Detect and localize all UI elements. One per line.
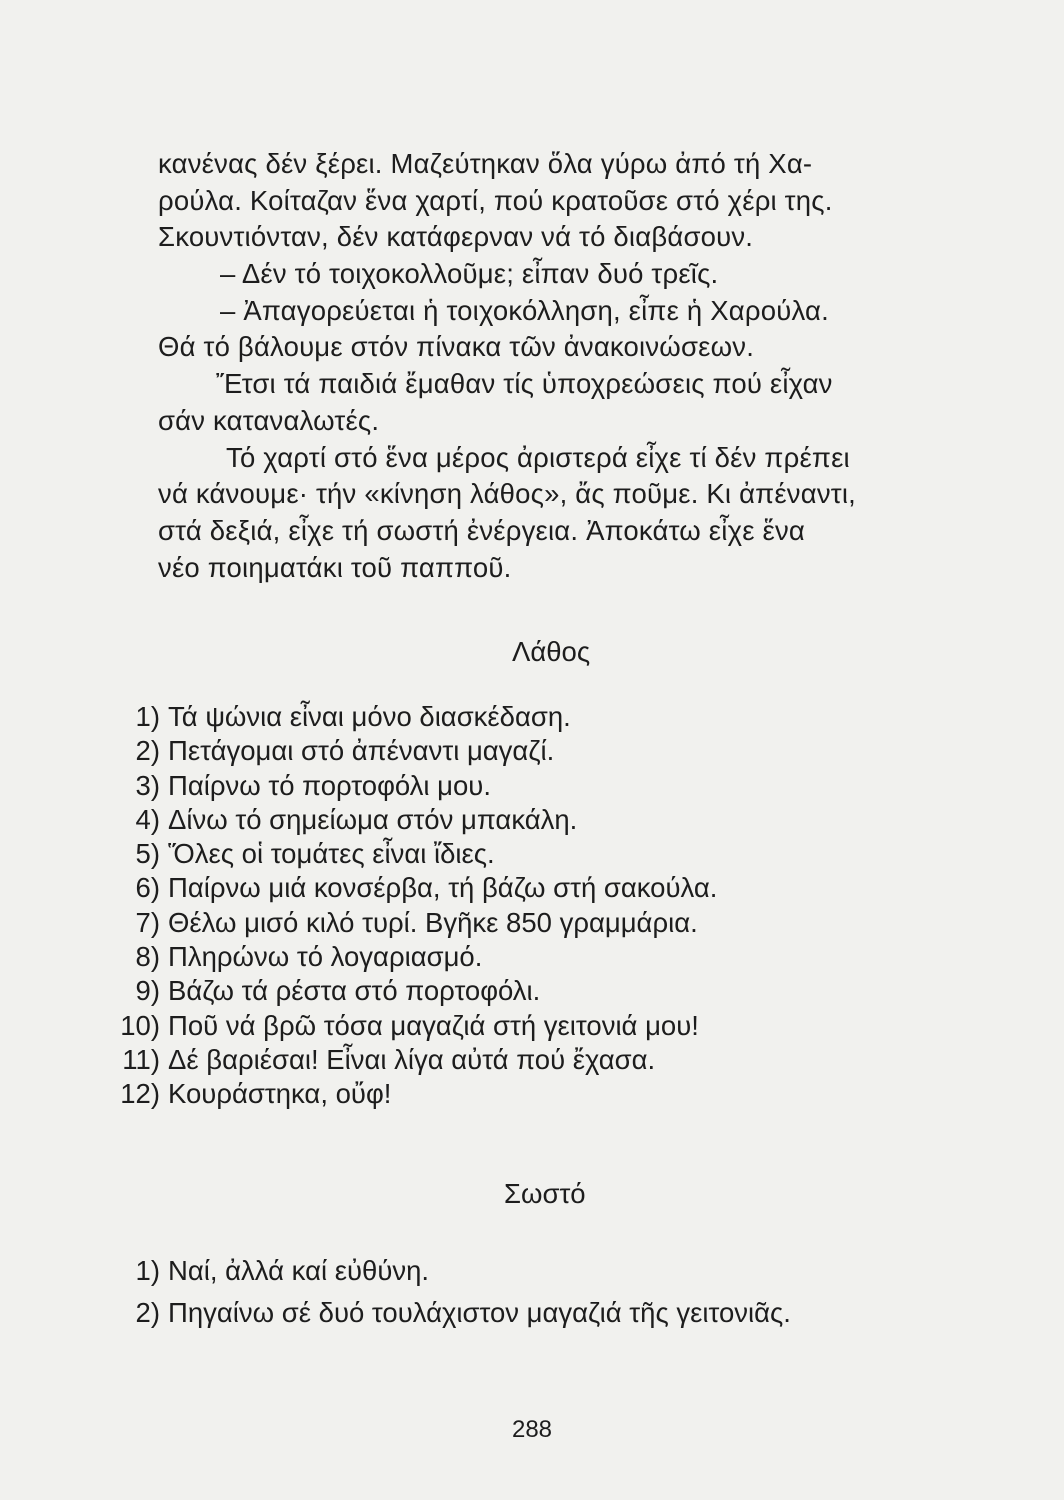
item-number: 5) xyxy=(135,838,160,870)
paragraph-line: νά κάνουμε· τήν «κίνηση λάθος», ἄς ποῦμε. Κι ἀπέναντι, xyxy=(158,478,857,510)
paragraph-line: νέο ποιηματάκι τοῦ παπποῦ. xyxy=(158,551,512,583)
item-number: 6) xyxy=(135,872,160,904)
paragraph-line: Θά τό βάλουμε στόν πίνακα τῶν ἀνακοινώσεων. xyxy=(158,331,755,363)
paragraph-line: Τό χαρτί στό ἕνα μέρος ἀριστερά εἶχε τί δέν πρέπει xyxy=(226,441,850,473)
wrong-list xyxy=(120,700,940,1112)
item-text: Ὅλες οἱ τομάτες εἶναι ἴδιες. xyxy=(168,838,495,870)
paragraph-line: σάν καταναλωτές. xyxy=(158,404,380,436)
item-text: Δίνω τό σημείωμα στόν μπακάλη. xyxy=(168,803,578,835)
item-number: 4) xyxy=(135,803,160,835)
item-number: 1) xyxy=(135,1255,160,1286)
list-item xyxy=(120,974,940,1008)
item-text: Δέ βαριέσαι! Εἶναι λίγα αὐτά πού ἔχασα. xyxy=(168,1043,656,1075)
item-number: 12) xyxy=(120,1078,160,1110)
item-number: 8) xyxy=(135,941,160,973)
item-text: Ναί, ἀλλά καί εὐθύνη. xyxy=(168,1255,430,1286)
list-item xyxy=(120,769,940,803)
paragraph-line: ρούλα. Κοίταζαν ἕνα χαρτί, πού κρατοῦσε στό χέρι της. xyxy=(158,184,833,216)
body-text xyxy=(158,146,978,586)
paragraph-line: Ἔτσι τά παιδιά ἔμαθαν τίς ὑποχρεώσεις πού εἶχαν xyxy=(216,368,833,400)
list-item xyxy=(120,803,940,837)
item-number: 9) xyxy=(135,975,160,1007)
item-text: Παίρνω τό πορτοφόλι μου. xyxy=(168,769,491,801)
list-item xyxy=(120,1009,940,1043)
list-item xyxy=(120,1250,940,1292)
right-list xyxy=(120,1250,940,1334)
dialogue-line: – Δέν τό τοιχοκολλοῦμε; εἶπαν δυό τρεῖς. xyxy=(220,258,719,290)
list-item xyxy=(120,734,940,768)
item-number: 10) xyxy=(120,1009,160,1041)
list-item xyxy=(120,940,940,974)
item-number: 2) xyxy=(135,735,160,767)
item-text: Πηγαίνω σέ δυό τουλάχιστον μαγαζιά τῆς γειτονιᾶς. xyxy=(168,1297,791,1328)
item-text: Ποῦ νά βρῶ τόσα μαγαζιά στή γειτονιά μου! xyxy=(168,1009,699,1041)
item-text: Πληρώνω τό λογαριασμό. xyxy=(168,941,483,973)
item-text: Βάζω τά ρέστα στό πορτοφόλι. xyxy=(168,975,541,1007)
item-number: 11) xyxy=(122,1043,160,1075)
item-number: 7) xyxy=(135,906,160,938)
item-text: Τά ψώνια εἶναι μόνο διασκέδαση. xyxy=(168,701,571,732)
item-number: 3) xyxy=(135,769,160,801)
page-number: 288 xyxy=(511,1416,553,1443)
item-number: 2) xyxy=(135,1297,160,1328)
list-item xyxy=(120,1043,940,1077)
right-heading: Σωστό xyxy=(504,1178,586,1209)
item-number: 1) xyxy=(135,701,160,732)
item-text: Κουράστηκα, οὔφ! xyxy=(168,1078,392,1110)
list-item xyxy=(120,700,940,734)
list-item xyxy=(120,871,940,905)
list-item xyxy=(120,1292,940,1334)
dialogue-line: – Ἀπαγορεύεται ἡ τοιχοκόλληση, εἶπε ἡ Χαρούλα. xyxy=(220,294,829,326)
paragraph-line: κανένας δέν ξέρει. Μαζεύτηκαν ὅλα γύρω ἀπό τή Χα- xyxy=(158,148,813,179)
list-item xyxy=(120,1077,940,1111)
item-text: Θέλω μισό κιλό τυρί. Βγῆκε 850 γραμμάρια. xyxy=(168,906,698,938)
paragraph-line: στά δεξιά, εἶχε τή σωστή ἐνέργεια. Ἀποκάτω εἶχε ἕνα xyxy=(158,514,806,546)
item-text: Πετάγομαι στό ἀπέναντι μαγαζί. xyxy=(168,735,555,767)
list-item xyxy=(120,837,940,871)
item-text: Παίρνω μιά κονσέρβα, τή βάζω στή σακούλα. xyxy=(168,872,718,904)
list-item xyxy=(120,906,940,940)
paragraph-line: Σκουντιόνταν, δέν κατάφερναν νά τό διαβάσουν. xyxy=(158,221,754,253)
wrong-heading: Λάθος xyxy=(512,636,591,667)
